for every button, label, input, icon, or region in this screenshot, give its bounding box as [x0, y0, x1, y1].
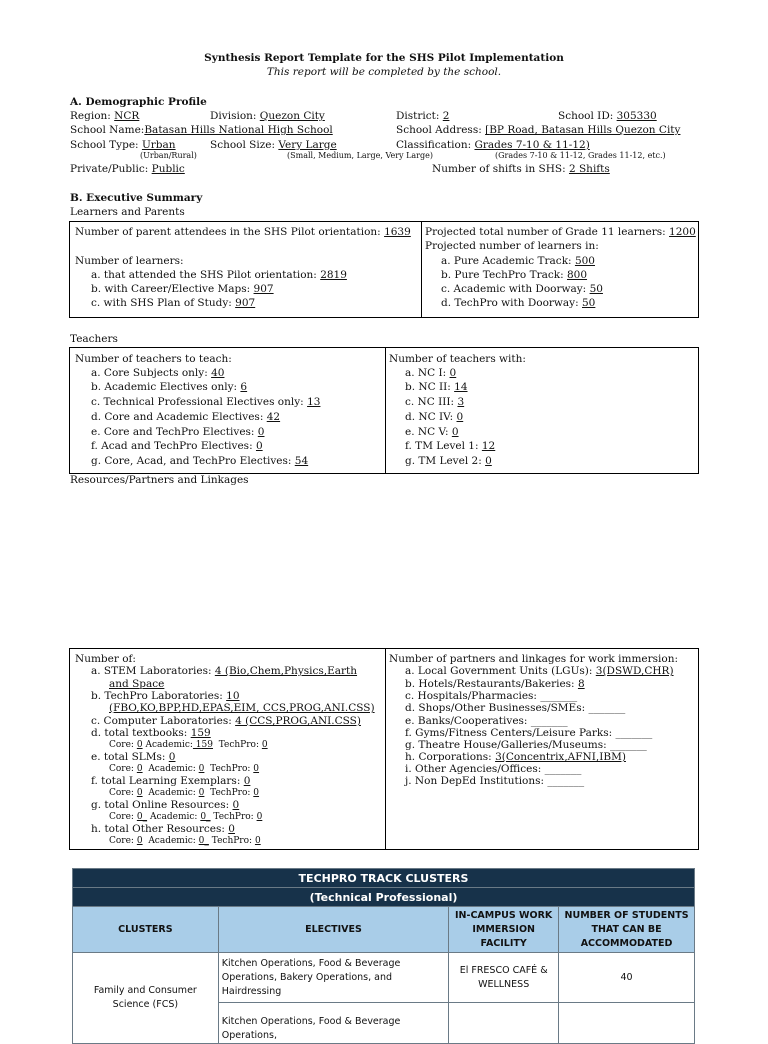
- parent-attendees-line: Number of parent attendees in the SHS Pilot orientation: 1639: [75, 226, 411, 238]
- facility-cell: [449, 1003, 559, 1044]
- partners-heading: Number of partners and linkages for work immersion:: [389, 653, 678, 665]
- district-field: District: 2: [396, 110, 450, 122]
- teach-item-c: c. Technical Professional Electives only: 13: [91, 396, 321, 408]
- electives-cell: Kitchen Operations, Food & Beverage Operations,: [218, 1003, 448, 1044]
- learners-heading: Number of learners:: [75, 255, 184, 267]
- teachers-divider: [385, 348, 386, 473]
- partner-item-f: f. Gyms/Fitness Centers/Leisure Parks: _______: [405, 727, 653, 739]
- stem-lab-line-2: and Space: [109, 678, 165, 690]
- other-line: h. total Other Resources: 0: [91, 823, 235, 835]
- col-clusters: CLUSTERS: [73, 907, 219, 953]
- division-field: Division: Quezon City: [210, 110, 325, 122]
- projected-total-line: Projected total number of Grade 11 learners: 1200: [425, 226, 696, 238]
- table-row: [73, 953, 695, 1003]
- school-id-field: School ID: 305330: [558, 110, 657, 122]
- techpro-table: [72, 868, 695, 1044]
- facility-cell: El FRESCO CAFÉ & WELLNESS: [449, 953, 559, 1003]
- school-type-field: School Type: Urban: [70, 139, 176, 151]
- exemplars-breakdown: Core: 0 Academic: 0 TechPro: 0: [109, 788, 260, 798]
- projected-item-a: a. Pure Academic Track: 500: [441, 255, 595, 267]
- col-students: NUMBER OF STUDENTS THAT CAN BE ACCOMMODATED: [559, 907, 695, 953]
- partner-item-e: e. Banks/Cooperatives: _______: [405, 715, 568, 727]
- textbooks-breakdown: Core: 0 Academic: 159 TechPro: 0: [109, 740, 268, 750]
- teachers-box: [69, 347, 699, 474]
- learners-divider: [421, 222, 422, 317]
- techpro-title: TECHPRO TRACK CLUSTERS: [73, 869, 695, 888]
- classification-hint: (Grades 7-10 & 11-12, Grades 11-12, etc.): [495, 151, 666, 160]
- classification-field: Classification: Grades 7-10 & 11-12): [396, 139, 590, 151]
- learners-parents-label: Learners and Parents: [70, 206, 185, 218]
- school-size-hint: (Small, Medium, Large, Very Large): [287, 151, 433, 160]
- students-cell: 40: [559, 953, 695, 1003]
- techpro-lab-line: b. TechPro Laboratories: 10: [91, 690, 240, 702]
- projected-heading: Projected number of learners in:: [425, 240, 599, 252]
- online-line: g. total Online Resources: 0: [91, 799, 240, 811]
- teach-item-g: g. Core, Acad, and TechPro Electives: 54: [91, 455, 309, 467]
- projected-item-c: c. Academic with Doorway: 50: [441, 283, 603, 295]
- report-subtitle: This report will be completed by the school.: [266, 66, 502, 78]
- resources-box: [69, 648, 699, 850]
- other-breakdown: Core: 0 Academic: 0_ TechPro: 0: [109, 836, 261, 846]
- with-item-b: b. NC II: 14: [405, 381, 468, 393]
- resources-label: Resources/Partners and Linkages: [70, 474, 249, 486]
- private-public-field: Private/Public: Public: [70, 163, 185, 175]
- textbooks-line: d. total textbooks: 159: [91, 727, 211, 739]
- with-item-a: a. NC I: 0: [405, 367, 457, 379]
- partner-item-j: j. Non DepEd Institutions: _______: [405, 775, 585, 787]
- teachers-label: Teachers: [70, 333, 118, 345]
- with-item-c: c. NC III: 3: [405, 396, 465, 408]
- teach-item-f: f. Acad and TechPro Electives: 0: [91, 440, 263, 452]
- shifts-field: Number of shifts in SHS: 2 Shifts: [432, 163, 610, 175]
- with-item-f: f. TM Level 1: 12: [405, 440, 496, 452]
- teach-item-b: b. Academic Electives only: 6: [91, 381, 248, 393]
- computer-lab-line: c. Computer Laboratories: 4 (CCS,PROG,ANI.CSS): [91, 715, 361, 727]
- partner-item-d: d. Shops/Other Businesses/SMEs: _______: [405, 702, 626, 714]
- students-cell: [559, 1003, 695, 1044]
- learners-item-c: c. with SHS Plan of Study: 907: [91, 297, 256, 309]
- partner-item-b: b. Hotels/Restaurants/Bakeries: 8: [405, 678, 585, 690]
- school-size-field: School Size: Very Large: [210, 139, 337, 151]
- school-address-field: School Address: [BP Road, Batasan Hills Quezon City: [396, 124, 681, 136]
- teach-item-e: e. Core and TechPro Electives: 0: [91, 426, 265, 438]
- partner-item-i: i. Other Agencies/Offices: _______: [405, 763, 582, 775]
- teach-item-a: a. Core Subjects only: 40: [91, 367, 225, 379]
- col-facility: IN-CAMPUS WORK IMMERSION FACILITY: [449, 907, 559, 953]
- col-electives: ELECTIVES: [218, 907, 448, 953]
- exemplars-line: f. total Learning Exemplars: 0: [91, 775, 251, 787]
- resources-heading: Number of:: [75, 653, 136, 665]
- electives-cell: Kitchen Operations, Food & Beverage Operations, Bakery Operations, and Hairdressing: [218, 953, 448, 1003]
- projected-item-b: b. Pure TechPro Track: 800: [441, 269, 588, 281]
- executive-heading: B. Executive Summary: [70, 192, 203, 204]
- teach-heading: Number of teachers to teach:: [75, 353, 232, 365]
- partner-item-g: g. Theatre House/Galleries/Museums: _______: [405, 739, 647, 751]
- techpro-subtitle: (Technical Professional): [73, 888, 695, 907]
- online-breakdown: Core: 0_ Academic: 0_ TechPro: 0: [109, 812, 263, 822]
- slms-breakdown: Core: 0 Academic: 0 TechPro: 0: [109, 764, 260, 774]
- slms-line: e. total SLMs: 0: [91, 751, 176, 763]
- report-title: Synthesis Report Template for the SHS Pilot Implementation: [204, 52, 564, 64]
- school-type-hint: (Urban/Rural): [140, 151, 197, 160]
- learners-box: [69, 221, 699, 318]
- resources-divider: [385, 649, 386, 849]
- learners-item-b: b. with Career/Elective Maps: 907: [91, 283, 274, 295]
- with-item-d: d. NC IV: 0: [405, 411, 464, 423]
- with-heading: Number of teachers with:: [389, 353, 526, 365]
- partner-item-h: h. Corporations: 3(Concentrix,AFNI,IBM): [405, 751, 626, 763]
- with-item-g: g. TM Level 2: 0: [405, 455, 492, 467]
- learners-item-a: a. that attended the SHS Pilot orientation: 2819: [91, 269, 347, 281]
- region-field: Region: NCR: [70, 110, 140, 122]
- stem-lab-line: a. STEM Laboratories: 4 (Bio,Chem,Physics,Earth: [91, 665, 358, 677]
- school-name-field: School Name:Batasan Hills National High School: [70, 124, 333, 136]
- partner-item-a: a. Local Government Units (LGUs): 3(DSWD,CHR): [405, 665, 674, 677]
- with-item-e: e. NC V: 0: [405, 426, 459, 438]
- teach-item-d: d. Core and Academic Electives: 42: [91, 411, 281, 423]
- projected-item-d: d. TechPro with Doorway: 50: [441, 297, 596, 309]
- techpro-lab-line-2: (FBO,KO,BPP,HD,EPAS,EIM, CCS,PROG,ANI.CSS): [109, 702, 375, 714]
- demographic-heading: A. Demographic Profile: [70, 96, 207, 108]
- cluster-cell: Family and Consumer Science (FCS): [73, 953, 219, 1044]
- partner-item-c: c. Hospitals/Pharmacies: _______: [405, 690, 578, 702]
